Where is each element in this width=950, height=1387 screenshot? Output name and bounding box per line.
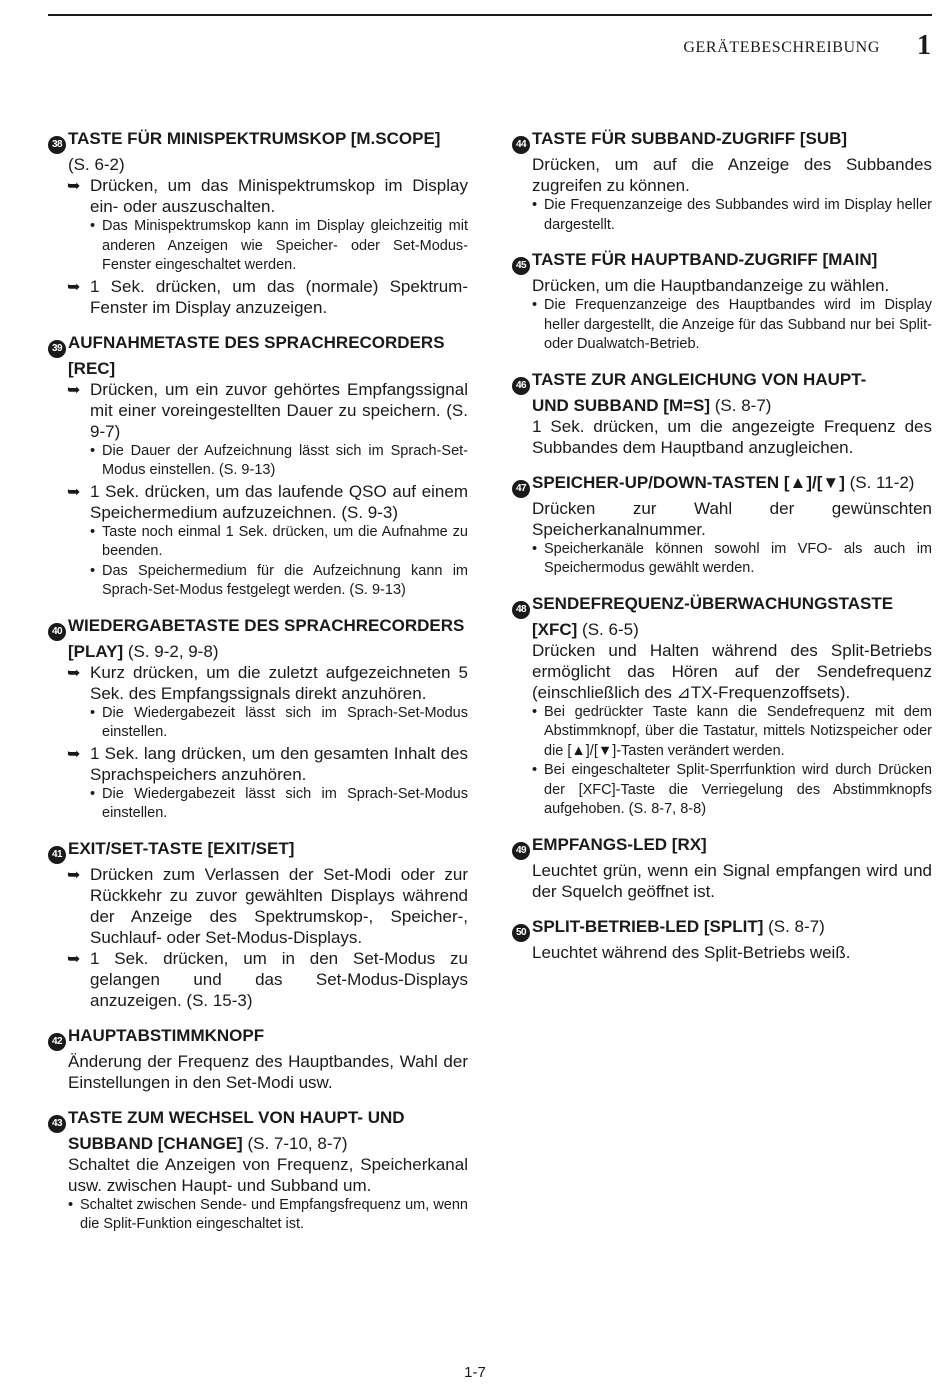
item-title: TASTE ZUM WECHSEL VON HAUPT- UND [68, 1107, 405, 1127]
item-body: Änderung der Frequenz des Hauptbandes, Wahl der Einstellungen in den Set-Modi usw. [68, 1051, 468, 1092]
bullet-note: • Die Wiedergabezeit lässt sich im Sprach-Set-Modus einstellen. [90, 785, 468, 821]
item-46 [512, 369, 932, 458]
bullet-note: • Die Frequenzanzeige des Hauptbandes wird im Display heller dargestellt, die Anzeige für das Subband nur bei Split- oder Dualwatch-Betrieb. [532, 297, 932, 352]
item-ref: (S. 8-7) [710, 395, 772, 415]
item-number-badge: 47 [512, 480, 530, 498]
item-40 [48, 615, 468, 824]
item-body: Schaltet die Anzeigen von Frequenz, Speicherkanal usw. zwischen Haupt- und Subband um. [68, 1154, 468, 1195]
item-45 [512, 249, 932, 355]
item-heading [512, 472, 932, 498]
arrow-icon: ➥ [67, 948, 81, 968]
item-body: Leuchtet während des Split-Betriebs weiß. [532, 942, 851, 962]
item-heading [512, 834, 932, 860]
item-title: TASTE ZUR ANGLEICHUNG VON HAUPT- [532, 369, 867, 389]
bullet-note: • Das Minispektrumskop kann im Display gleichzeitig mit anderen Anzeigen wie Speicher- oder Set-Modus-Fenster eingeschaltet werden. [90, 218, 468, 273]
item-body: Leuchtet grün, wenn ein Signal empfangen wird und der Squelch geöffnet ist. [532, 860, 932, 901]
item-body: Drücken und Halten während des Split-Betriebs ermöglicht das Hören auf der Sendefrequenz (einschließlich des ⊿TX-Frequenzoffsets). [532, 640, 932, 702]
item-title-cont: SUBBAND [CHANGE] [68, 1133, 243, 1153]
bullet-note: • Bei gedrückter Taste kann die Sendefrequenz mit dem Abstimmknopf, über die Tastatur, mittels Notizspeicher oder die [▲]/[▼]-Tasten verändert werden. [532, 703, 932, 759]
item-title-cont: [REC] [68, 358, 116, 378]
item-title: HAUPTABSTIMMKNOPF [68, 1025, 265, 1045]
item-title: TASTE FÜR HAUPTBAND-ZUGRIFF [MAIN] [532, 250, 878, 269]
arrow-instruction: ➥ 1 Sek. drücken, um in den Set-Modus zu gelangen und das Set-Modus-Displays anzuzeigen. (S. 15-3) [67, 948, 468, 1010]
item-ref: (S. 9-2, 9-8) [123, 641, 219, 661]
arrow-icon: ➥ [67, 379, 81, 399]
item-48 [512, 593, 932, 820]
item-title: EXIT/SET-TASTE [EXIT/SET] [68, 838, 295, 858]
chapter-title: GERÄTEBESCHREIBUNG [683, 39, 880, 56]
item-title: AUFNAHMETASTE DES SPRACHRECORDERS [68, 332, 445, 352]
item-title: TASTE FÜR SUBBAND-ZUGRIFF [SUB] [532, 129, 848, 148]
left-column [48, 128, 468, 1249]
item-heading [48, 128, 468, 154]
item-heading [512, 916, 932, 942]
item-number-badge: 49 [512, 842, 530, 860]
arrow-instruction: ➥ Kurz drücken, um die zuletzt aufgezeichneten 5 Sek. des Empfangssignals direkt anzuhören. [67, 662, 468, 703]
item-47 [512, 472, 932, 579]
item-title: EMPFANGS-LED [RX] [532, 834, 707, 854]
item-heading [512, 128, 932, 154]
item-ref: (S. 11-2) [844, 472, 915, 492]
item-body: Drücken, um auf die Anzeige des Subbandes zugreifen zu können. [532, 155, 932, 195]
item-heading [48, 1107, 468, 1154]
bullet-note: • Die Wiedergabezeit lässt sich im Sprach-Set-Modus einstellen. [90, 704, 468, 740]
item-heading [48, 332, 468, 379]
right-column [512, 128, 932, 977]
item-title: TASTE FÜR MINISPEKTRUMSKOP [M.SCOPE] [68, 129, 441, 148]
arrow-icon: ➥ [67, 481, 81, 501]
item-heading [48, 838, 468, 864]
item-title: SPLIT-BETRIEB-LED [SPLIT] [532, 916, 764, 936]
header-rule [48, 14, 932, 16]
item-title: SENDEFREQUENZ-ÜBERWACHUNGSTASTE [532, 593, 894, 613]
item-number-badge: 38 [48, 136, 66, 154]
arrow-icon: ➥ [67, 864, 81, 884]
item-number-badge: 50 [512, 924, 530, 942]
arrow-icon: ➥ [67, 743, 81, 763]
item-number-badge: 39 [48, 340, 66, 358]
arrow-icon: ➥ [67, 662, 81, 682]
bullet-note: • Schaltet zwischen Sende- und Empfangsfrequenz um, wenn die Split-Funktion eingeschaltet ist. [68, 1196, 468, 1232]
item-49 [512, 834, 932, 902]
item-41 [48, 838, 468, 1011]
item-42 [48, 1025, 468, 1093]
item-ref: (S. 6-2) [68, 155, 125, 174]
bullet-note: • Die Frequenzanzeige des Subbandes wird im Display heller dargestellt. [532, 197, 932, 233]
bullet-note: • Bei eingeschalteter Split-Sperrfunktion wird durch Drücken der [XFC]-Taste die Verriegelung des Abstimmknopfs aufgehoben. (S. 8-7, 8-8) [532, 762, 932, 817]
item-heading [48, 1025, 468, 1051]
arrow-instruction: ➥ 1 Sek. drücken, um das laufende QSO auf einem Speichermedium aufzuzeichnen. (S. 9-3) [67, 481, 468, 522]
item-ref: (S. 8-7) [763, 916, 825, 936]
item-number-badge: 44 [512, 136, 530, 154]
item-44 [512, 128, 932, 235]
item-43 [48, 1107, 468, 1235]
item-ref: (S. 6-5) [577, 619, 639, 639]
item-number-badge: 40 [48, 623, 66, 641]
item-title-cont: [PLAY] [68, 641, 124, 661]
item-heading [48, 615, 468, 662]
bullet-note: • Das Speichermedium für die Aufzeichnung kann im Sprach-Set-Modus festgelegt werden. (S. 9-13) [90, 562, 468, 598]
item-number-badge: 41 [48, 846, 66, 864]
arrow-instruction: ➥ Drücken, um ein zuvor gehörtes Empfangssignal mit einer voreingestellten Dauer zu speichern. (S. 9-7) [67, 379, 468, 441]
page-number: 1-7 [464, 1364, 486, 1381]
item-38 [48, 128, 468, 318]
bullet-note: • Die Dauer der Aufzeichnung lässt sich im Sprach-Set-Modus einstellen. (S. 9-13) [90, 442, 468, 478]
item-title: SPEICHER-UP/DOWN-TASTEN [▲]/[▼] [532, 472, 845, 492]
arrow-instruction: ➥ 1 Sek. drücken, um das (normale) Spektrum-Fenster im Display anzuzeigen. [67, 276, 468, 317]
item-heading [512, 369, 932, 416]
item-ref: (S. 7-10, 8-7) [242, 1133, 348, 1153]
item-title-cont: [XFC] [532, 619, 578, 639]
bullet-note: • Taste noch einmal 1 Sek. drücken, um die Aufnahme zu beenden. [90, 523, 468, 559]
item-title: WIEDERGABETASTE DES SPRACHRECORDERS [68, 615, 465, 635]
item-body: Drücken zur Wahl der gewünschten Speicherkanalnummer. [532, 498, 932, 539]
chapter-number: 1 [917, 30, 931, 61]
arrow-icon: ➥ [67, 276, 81, 296]
item-title-cont: UND SUBBAND [M=S] [532, 395, 711, 415]
arrow-instruction: ➥ 1 Sek. lang drücken, um den gesamten Inhalt des Sprachspeichers anzuhören. [67, 743, 468, 784]
arrow-icon: ➥ [67, 176, 81, 195]
item-50 [512, 916, 932, 963]
item-body: 1 Sek. drücken, um die angezeigte Frequenz des Subbandes dem Hauptband anzugleichen. [532, 416, 932, 457]
item-number-badge: 46 [512, 377, 530, 395]
item-number-badge: 43 [48, 1115, 66, 1133]
arrow-instruction: ➥ Drücken zum Verlassen der Set-Modi oder zur Rückkehr zu zuvor gewählten Displays während der Anzeige des Spektrumskop-, Speicher-, Suchlauf- oder Set-Modus-Displays. [67, 864, 468, 947]
bullet-note: • Speicherkanäle können sowohl im VFO- als auch im Speichermodus gewählt werden. [532, 540, 932, 576]
item-39 [48, 332, 468, 601]
item-number-badge: 42 [48, 1033, 66, 1051]
item-heading [512, 593, 932, 640]
item-number-badge: 45 [512, 257, 530, 275]
item-body: Drücken, um die Hauptbandanzeige zu wählen. [532, 276, 890, 295]
arrow-instruction: ➥ Drücken, um das Minispektrumskop im Display ein- oder auszuschalten. [67, 176, 468, 216]
item-number-badge: 48 [512, 601, 530, 619]
item-heading [512, 249, 932, 275]
